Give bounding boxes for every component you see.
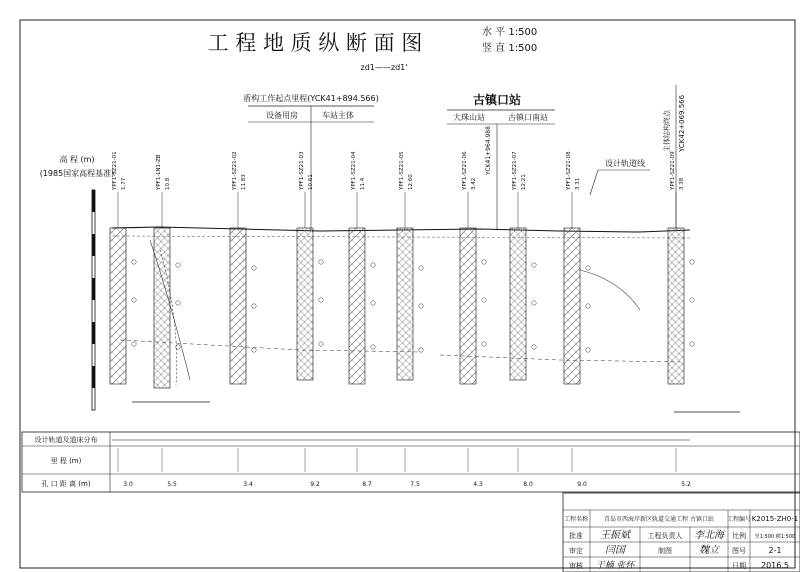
spacing-value: 8.7	[362, 481, 372, 488]
borehole-id: YPF1-SZ21-02	[232, 151, 238, 190]
scale-horizontal: 水 平 1:500	[482, 27, 538, 38]
elevation-label: 高 程 (m)	[59, 155, 95, 164]
sheet-label: 图号	[732, 547, 746, 555]
borehole	[510, 151, 536, 380]
borehole	[349, 151, 375, 384]
spacing-value: 3.4	[243, 481, 253, 488]
review-signature: 闫国	[605, 545, 625, 556]
drawing-title: 工 程 地 质 纵 断 面 图	[207, 31, 423, 55]
spacing-value: 5.5	[167, 481, 177, 488]
spacing-value: 9.2	[310, 481, 320, 488]
daxishan-station-label: 大珠山站	[453, 113, 485, 122]
row-mileage-label: 里 程 (m)	[50, 457, 82, 465]
borehole-elevation: 3.42	[471, 177, 477, 190]
equipment-room-label: 设备用房	[266, 111, 298, 120]
spacing-value: 7.5	[410, 481, 420, 488]
borehole-id: YPF1-SZ21-09	[670, 151, 676, 190]
borehole-elevation: 12.60	[408, 174, 414, 190]
borehole	[297, 151, 323, 380]
borehole	[397, 151, 423, 380]
approve-signature: 王振斌	[600, 530, 630, 541]
borehole-id: YPF1-SZ21-04	[351, 151, 357, 190]
borehole-id: YPF1-LN1-ZB	[156, 154, 162, 190]
spacing-value: 9.0	[577, 481, 587, 488]
borehole-id: YPF1-SZ21-01	[112, 151, 118, 190]
approve-label: 批准	[569, 532, 583, 540]
borehole	[110, 151, 136, 384]
drawing-no-label: 工程编号	[726, 516, 752, 523]
borehole-elevation: 3.31	[575, 177, 581, 190]
section-label: zd1——zd1'	[360, 63, 408, 72]
scale-vertical: 竖 直 1:500	[482, 43, 538, 54]
design-line-label: 设计轨道线	[605, 159, 645, 168]
station-body-label: 车站主体	[322, 111, 354, 120]
borehole-elevation: 11.83	[241, 174, 247, 190]
borehole-elevation: 10.8	[165, 177, 171, 190]
project-name: 青岛市西海岸新区轨道交通工程 古镇口站	[604, 516, 714, 523]
guzhenkou-south-label: 古镇口南站	[508, 113, 548, 122]
end-point-label: 主体结构终点	[663, 110, 671, 152]
borehole-id: YPF1-SZ21-08	[566, 151, 572, 190]
elevation-scale	[92, 190, 95, 410]
project-label: 工程名称	[563, 516, 589, 523]
review-label: 审定	[569, 547, 583, 555]
borehole-elevation: 12.21	[521, 174, 527, 190]
title-block	[563, 493, 800, 572]
drawing-no: K2015-ZH0-1	[751, 515, 799, 523]
sheet-value: 2-1	[768, 546, 782, 555]
spacing-value: 5.2	[681, 481, 691, 488]
borehole-elevation: 1.77	[121, 177, 127, 190]
borehole-group	[110, 151, 694, 388]
borehole	[564, 151, 590, 384]
scale-label: 比例	[732, 532, 746, 540]
borehole-id: YPF1-SZ21-06	[462, 151, 468, 190]
start-point-label: 盾构工作起点里程(YCK41+894.566)	[243, 94, 379, 103]
drawn-signature: 魏立	[699, 545, 719, 556]
spacing-value: 8.0	[523, 481, 533, 488]
date-value: 2016.5	[761, 561, 789, 570]
borehole	[230, 151, 256, 384]
drawn-label: 制图	[658, 547, 672, 555]
borehole-elevation: 11.4	[360, 177, 366, 190]
spacing-value: 4.3	[473, 481, 483, 488]
manager-signature: 李北海	[694, 530, 724, 541]
mid-mileage-label: YCK41+964.988	[485, 126, 492, 175]
borehole-id: YPF1-SZ21-03	[299, 151, 305, 190]
check-signature: 于楠 张怀	[595, 561, 635, 571]
borehole-elevation: 10.61	[308, 174, 314, 190]
check-label: 审核	[569, 562, 583, 570]
borehole-id: YPF1-SZ21-07	[512, 151, 518, 190]
manager-label: 工程负责人	[647, 532, 683, 540]
scale-value: 竖1:500 横1:500	[754, 534, 796, 540]
end-mileage-label: YCK42+069.566	[678, 94, 686, 152]
borehole	[460, 151, 486, 384]
date-label: 日期	[732, 562, 746, 570]
station-name: 古镇口站	[472, 93, 522, 107]
row-spacing-label: 孔 口 距 离 (m)	[41, 480, 91, 488]
borehole	[668, 151, 694, 384]
borehole-elevation: 3.38	[679, 177, 685, 190]
datum-label: (1985国家高程基准)	[39, 169, 115, 178]
bottom-table	[22, 432, 800, 492]
borehole-id: YPF1-SZ21-05	[399, 151, 405, 190]
spacing-value: 3.0	[123, 481, 133, 488]
row-design-label: 设计轨道及道床分布	[34, 436, 98, 444]
